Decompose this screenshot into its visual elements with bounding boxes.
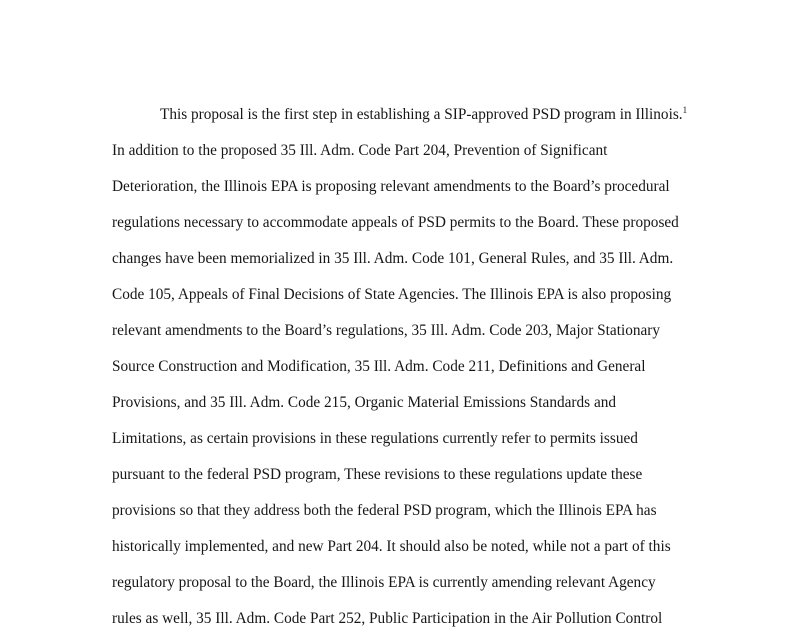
text-line-15: rules as well, 35 Ill. Adm. Code Part 252, Public Participation in the Air Pollution Control — [112, 610, 663, 627]
text-line-14: regulatory proposal to the Board, the Illinois EPA is currently amending relevant Agency — [112, 574, 656, 591]
text-line-8: Source Construction and Modification, 35 Ill. Adm. Code 211, Definitions and General — [112, 358, 646, 375]
text-line-13: historically implemented, and new Part 204. It should also be noted, while not a part of this — [112, 538, 671, 555]
text-line-11: pursuant to the federal PSD program, These revisions to these regulations update these — [112, 466, 643, 483]
text-line-12: provisions so that they address both the federal PSD program, which the Illinois EPA has — [112, 502, 657, 519]
text-line-1-content: This proposal is the first step in establishing a SIP-approved PSD program in Illinois. — [160, 106, 683, 123]
text-line-10: Limitations, as certain provisions in these regulations currently refer to permits issued — [112, 430, 638, 447]
text-line-9: Provisions, and 35 Ill. Adm. Code 215, Organic Material Emissions Standards and — [112, 394, 617, 411]
footnote-marker[interactable]: 1 — [682, 104, 688, 115]
text-line-7: relevant amendments to the Board’s regulations, 35 Ill. Adm. Code 203, Major Stationary — [112, 322, 661, 339]
text-line-6: Code 105, Appeals of Final Decisions of State Agencies. The Illinois EPA is also proposing — [112, 286, 672, 303]
text-line-5: changes have been memorialized in 35 Ill. Adm. Code 101, General Rules, and 35 Ill. Adm. — [112, 250, 674, 267]
text-line-3: Deterioration, the Illinois EPA is proposing relevant amendments to the Board’s procedural — [112, 178, 670, 195]
text-line-1 — [160, 105, 687, 125]
text-line-2: In addition to the proposed 35 Ill. Adm. Code Part 204, Prevention of Significant — [112, 142, 608, 159]
text-line-4: regulations necessary to accommodate appeals of PSD permits to the Board. These proposed — [112, 214, 679, 231]
